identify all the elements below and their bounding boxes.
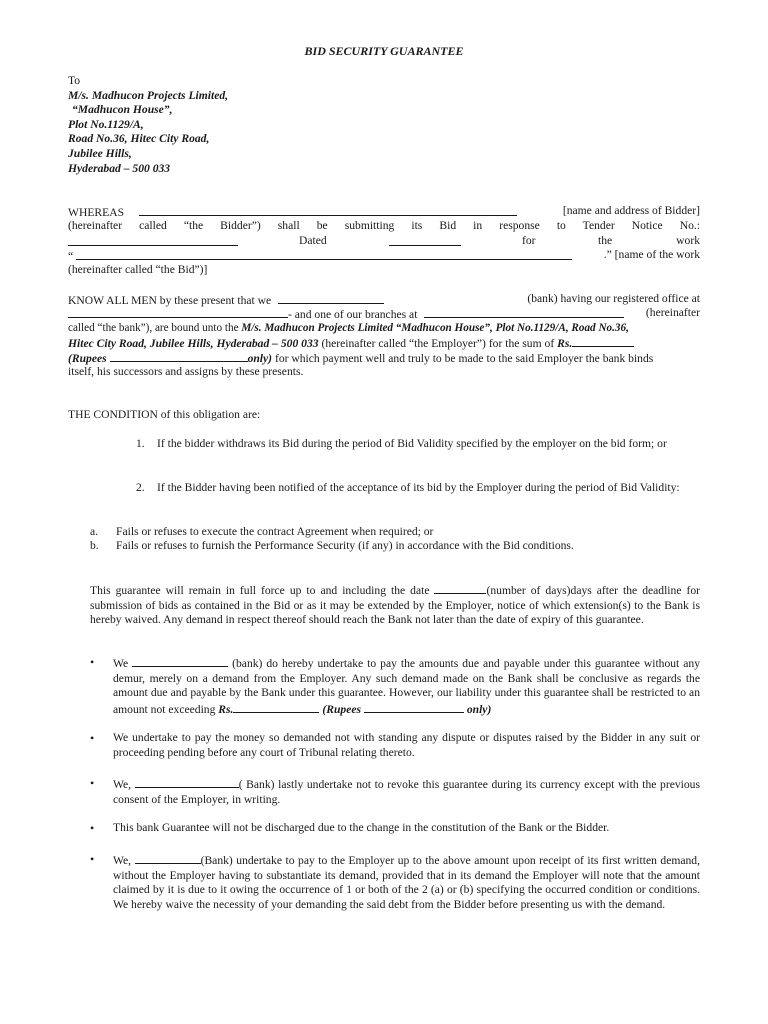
bullet-icon: • <box>90 776 95 790</box>
address-line: M/s. Madhucon Projects Limited, <box>68 88 229 102</box>
blank-field <box>68 306 288 318</box>
recipient-address <box>68 74 228 176</box>
address-to: To <box>68 74 81 87</box>
condition-lead: THE CONDITION of this obligation are: <box>68 408 261 421</box>
know-line-1: KNOW ALL MEN by these present that we (bank) having our registered office at <box>68 292 700 307</box>
condition-sub-item: b. Fails or refuses to furnish the Performance Security (if any) in accordance with the Bid conditions. <box>90 539 574 552</box>
blank-field <box>132 655 228 667</box>
guarantee-paragraph: This guarantee will remain in full force up to and including the date (number of days)days after the deadline for submission of bids as contained in the Bid or as it may be extended by the Employer, notice of which extension(s) to the Bank is hereby waived. Any demand in respect thereof should reach the Bank not later than the date of expiry of this guarantee. <box>90 584 700 627</box>
whereas-line-2: (hereinafter called “the Bidder”) shall be submitting its Bid in response to Tender Notice No.: <box>68 219 700 232</box>
blank-field <box>434 582 486 594</box>
blank-field <box>76 248 572 260</box>
know-line-3: called “the bank”), are bound unto the M/s. Madhucon Projects Limited “Madhucon House”, Plot No.1129/A, Road No.36, <box>68 322 629 334</box>
address-line: “Madhucon House”, <box>72 103 173 117</box>
blank-field <box>110 350 248 362</box>
blank-field <box>68 234 238 246</box>
blank-field <box>424 306 624 318</box>
whereas-line-1: WHEREAS [name and address of Bidder] <box>68 204 700 219</box>
blank-field <box>135 852 201 864</box>
blank-field <box>135 776 239 788</box>
know-line-6: itself, his successors and assigns by these presents. <box>68 365 304 378</box>
condition-sub-item: a. Fails or refuses to execute the contract Agreement when required; or <box>90 525 434 538</box>
know-line-5: (Rupees only) for which payment well and truly to be made to the said Employer the bank binds <box>68 352 654 365</box>
document-title: BID SECURITY GUARANTEE <box>304 44 464 58</box>
document-page: BID SECURITY GUARANTEE To M/s. Madhucon Projects Limited, “Madhucon House”, Plot No.1129/A, Road No.36, Hitec City Road, Jubilee Hills, Hyderabad – 500 033 WHEREAS [name and address of Bidder] (hereinafter called “the Bidder”) shall be submitting its Bid in response to Tender Notice No.: Dated for the work “ .” [name of the work (hereinafter called “the Bid”)] KNOW ALL MEN by these present that we (bank) having our registered office at - and one of our branches at (hereinafter called “the bank”), are bound unto the M/s. Madhucon Projects Limited “Madhucon House”, Plot No.1129/A, Road No.36, Hitec City Road, Jubilee Hills, Hyderabad – 500 033 (hereinafter called “the Employer”) for the sum of Rs. (Rupees only) for which payment well and truly to be made to the said Employer the bank binds itself, his successors and assigns by these presents. THE CONDITION of this obligation are: 1. If the bidder withdraws its Bid during the period of Bid Validity specified by the employer on the bid form; or 2. If the Bidder having been notified of the acceptance of its bid by the Employer during the period of Bid Validity: a. Fails or refuses to execute the contract Agreement when required; or b. Fails or refuses to furnish the Performance Security (if any) in accordance with the Bid conditions. This guarantee will remain in full force up to and including the date (number of days)days after the deadline for submission of bids as contained in the Bid or as it may be extended by the Employer, notice of which extension(s) to the Bank is hereby waived. Any demand in respect thereof should reach the Bank not later than the date of expiry of this guarantee. • We (bank) do hereby undertake to pay the amounts due and payable under this guarantee without any demur, merely on a demand from the Employer. Any such demand made on the Bank shall be conclusive as regards the amount due and payable by the Bank under this guarantee. However, our liability under this guarantee shall be restricted to an amount not exceeding Rs. (Rupees only) • We undertake to pay the money so demanded not with standing any dispute or disputes raised by the Bidder in any suit or proceeding pending before any court of Tribunal relating thereto. • We, ( Bank) lastly undertake not to revoke this guarantee during its currency except with the previous consent of the Employer, in writing. • This bank Guarantee will not be discharged due to the change in the constitution of the Bank or the Bidder. • We, (Bank) undertake to pay to the Employer up to the above amount upon receipt of its first written demand, without the Employer having to substantiate its demand, provided that in its demand the Employer will note that the amount claimed by it is due to it owing the occurrence of 1 or both of the 2 (a) or (b) specifying the occurred condition or conditions. We hereby waive the necessity of your demanding the said debt from the Bidder before presenting us with the demand. <box>0 0 768 1024</box>
whereas-line-5: (hereinafter called “the Bid”)] <box>68 263 208 276</box>
blank-field <box>364 701 464 713</box>
whereas-line-4: “ .” [name of the work <box>68 248 700 263</box>
blank-field <box>278 292 384 304</box>
know-line-2: - and one of our branches at (hereinafter <box>68 306 700 323</box>
address-line: Hyderabad – 500 033 <box>68 161 171 175</box>
address-line: Jubilee Hills, <box>68 146 132 160</box>
bullet-icon: • <box>90 655 95 669</box>
blank-field <box>572 335 634 347</box>
bullet-icon: • <box>90 852 95 866</box>
bullet-icon: • <box>90 731 95 745</box>
address-line: Road No.36, Hitec City Road, <box>68 132 210 146</box>
whereas-line-3: Dated for the work <box>68 234 700 251</box>
address-line: Plot No.1129/A, <box>68 117 144 131</box>
bullet-icon: • <box>90 821 95 835</box>
know-line-4: Hitec City Road, Jubilee Hills, Hyderabad – 500 033 (hereinafter called “the Employer”) for the sum of Rs. <box>68 335 700 352</box>
blank-field <box>139 204 517 216</box>
blank-field <box>389 234 461 246</box>
blank-field <box>233 701 319 713</box>
